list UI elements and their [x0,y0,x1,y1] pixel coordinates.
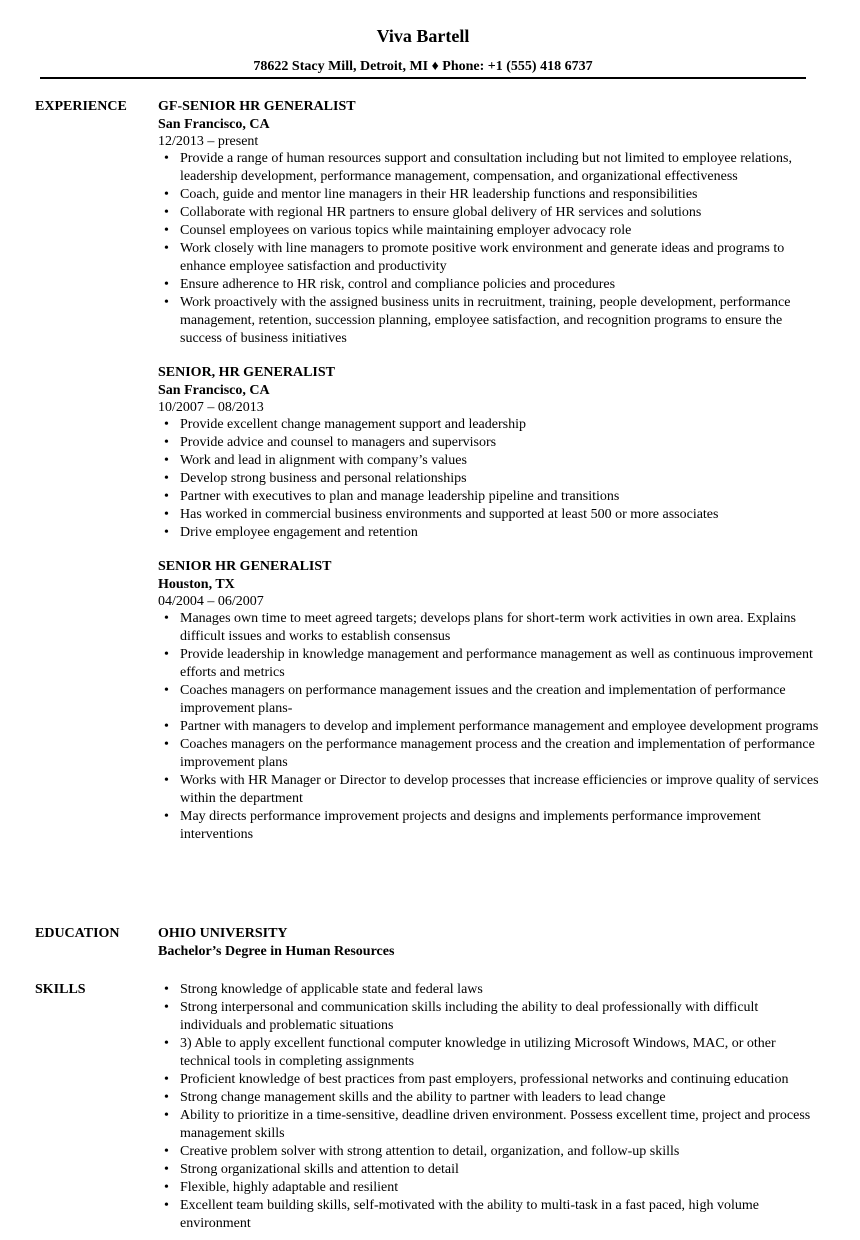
skill-item: • Strong change management skills and the ability to partner with leaders to lead change [158,1089,820,1107]
bullet-item: • Coaches managers on performance management issues and the creation and implementation of performance improvement plans- [158,682,820,718]
skills-list [158,981,820,1233]
bullet-item: • Counsel employees on various topics while maintaining employer advocacy role [158,222,820,240]
bullet-item: • Ensure adherence to HR risk, control and compliance policies and procedures [158,276,820,294]
job-entry [158,558,820,844]
skill-item: • Strong organizational skills and attention to detail [158,1161,820,1179]
section-label-skills: SKILLS [35,982,86,997]
bullet-item: • Drive employee engagement and retention [158,524,820,542]
education-body [158,925,820,961]
section-label-experience: EXPERIENCE [35,99,127,114]
job-dates: 04/2004 – 06/2007 [158,594,264,609]
skill-item: • Proficient knowledge of best practices from past employers, professional networks and continuing education [158,1071,820,1089]
bullet-item: • Provide excellent change management support and leadership [158,416,820,434]
job-title: SENIOR, HR GENERALIST [158,365,335,380]
bullet-item: • Has worked in commercial business environments and supported at least 500 or more associates [158,506,820,524]
job-location: Houston, TX [158,577,235,592]
skill-item: • Creative problem solver with strong attention to detail, organization, and follow-up skills [158,1143,820,1161]
contact-line: 78622 Stacy Mill, Detroit, MI ♦ Phone: +1 (555) 418 6737 [253,59,593,74]
bullet-item: • Develop strong business and personal relationships [158,470,820,488]
job-location: San Francisco, CA [158,383,270,398]
bullet-item: • Coaches managers on the performance management process and the creation and implementation of performance improvement plans [158,736,820,772]
school-name: OHIO UNIVERSITY [158,926,288,941]
skill-item: • Strong interpersonal and communication skills including the ability to deal professionally with difficult individuals and problematic situations [158,999,820,1035]
bullet-item: • Provide a range of human resources support and consultation including but not limited to employee relations, leadership development, performance management, compensation, and organizational effectiveness [158,150,820,186]
bullet-item: • Partner with executives to plan and manage leadership pipeline and transitions [158,488,820,506]
bullet-item: • Work closely with line managers to promote positive work environment and generate ideas and programs to enhance employee satisfaction and productivity [158,240,820,276]
job-dates: 12/2013 – present [158,134,259,149]
job-bullets [158,150,820,348]
bullet-item: • Provide leadership in knowledge management and performance management as well as continuous improvement efforts and metrics [158,646,820,682]
job-bullets [158,610,820,844]
skill-item: • Excellent team building skills, self-motivated with the ability to multi-task in a fast paced, high volume environment [158,1197,820,1233]
skill-item: • 3) Able to apply excellent functional computer knowledge in utilizing Microsoft Windows, MAC, or other technical tools in completing assignments [158,1035,820,1071]
skill-item: • Flexible, highly adaptable and resilient [158,1179,820,1197]
job-title: SENIOR HR GENERALIST [158,559,332,574]
experience-body [158,98,820,860]
job-location: San Francisco, CA [158,117,270,132]
job-bullets [158,416,820,542]
bullet-item: • Provide advice and counsel to managers and supervisors [158,434,820,452]
section-label-education: EDUCATION [35,926,120,941]
bullet-item: • Collaborate with regional HR partners to ensure global delivery of HR services and solutions [158,204,820,222]
skill-item: • Ability to prioritize in a time-sensitive, deadline driven environment. Possess excellent time, project and process management skills [158,1107,820,1143]
bullet-item: • Work proactively with the assigned business units in recruitment, training, people development, performance management, retention, succession planning, employee satisfaction, and recognition programs to ensure the success of business initiatives [158,294,820,348]
skills-body [158,981,820,1233]
bullet-item: • Partner with managers to develop and implement performance management and employee development programs [158,718,820,736]
bullet-item: • May directs performance improvement projects and designs and implements performance improvement interventions [158,808,820,844]
bullet-item: • Coach, guide and mentor line managers in their HR leadership functions and responsibilities [158,186,820,204]
job-entry [158,98,820,348]
candidate-name: Viva Bartell [376,26,470,46]
bullet-item: • Works with HR Manager or Director to develop processes that increase efficiencies or improve quality of services within the department [158,772,820,808]
bullet-item: • Work and lead in alignment with company’s values [158,452,820,470]
job-dates: 10/2007 – 08/2013 [158,400,264,415]
degree: Bachelor’s Degree in Human Resources [158,944,395,959]
header-divider [40,77,806,79]
job-title: GF-SENIOR HR GENERALIST [158,99,356,114]
bullet-item: • Manages own time to meet agreed targets; develops plans for short-term work activities in own area. Explains difficult issues and works to establish consensus [158,610,820,646]
job-entry [158,364,820,542]
skill-item: • Strong knowledge of applicable state and federal laws [158,981,820,999]
